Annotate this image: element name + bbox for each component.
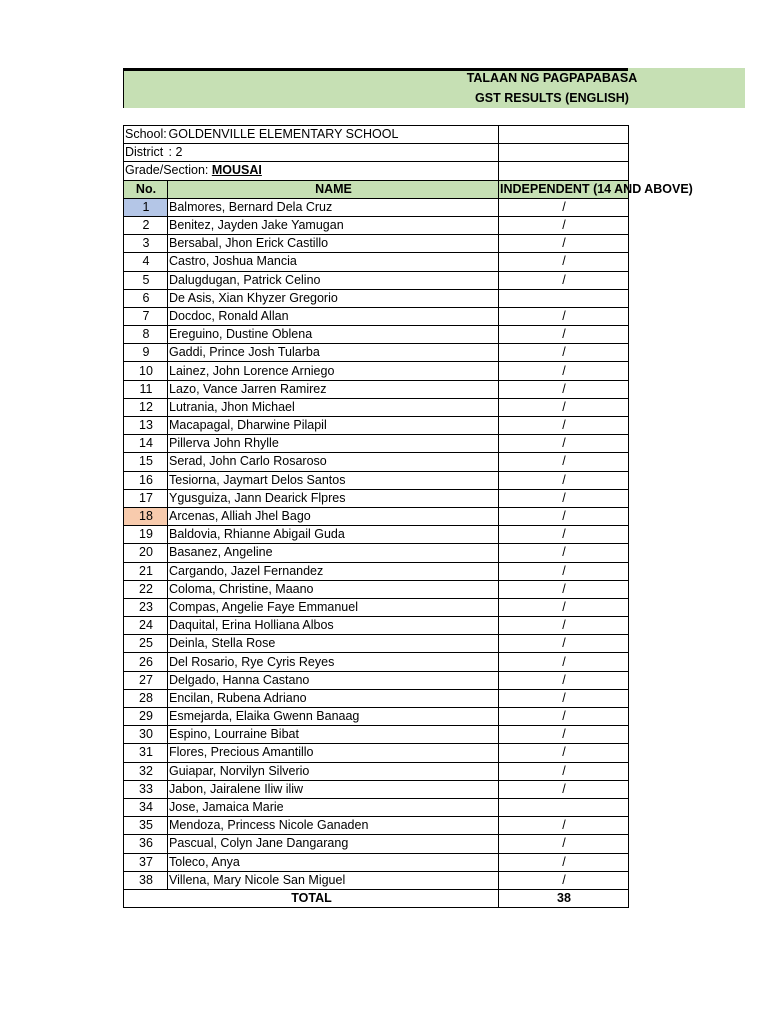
table-row — [124, 398, 629, 416]
student-name: Lutrania, Jhon Michael — [168, 398, 499, 416]
student-name: Tesiorna, Jaymart Delos Santos — [168, 471, 499, 489]
grade-extra-cell — [499, 162, 629, 180]
table-row — [124, 562, 629, 580]
independent-mark: / — [499, 398, 629, 416]
table-row — [124, 871, 629, 889]
row-number: 8 — [124, 326, 168, 344]
student-name: Villena, Mary Nicole San Miguel — [168, 871, 499, 889]
independent-mark: / — [499, 489, 629, 507]
student-name: Flores, Precious Amantillo — [168, 744, 499, 762]
table-row — [124, 671, 629, 689]
table-row — [124, 580, 629, 598]
independent-mark: / — [499, 417, 629, 435]
row-number: 34 — [124, 798, 168, 816]
table-row — [124, 453, 629, 471]
row-number: 25 — [124, 635, 168, 653]
table-row — [124, 307, 629, 325]
row-number: 32 — [124, 762, 168, 780]
row-number: 28 — [124, 689, 168, 707]
independent-mark: / — [499, 216, 629, 234]
independent-mark: / — [499, 653, 629, 671]
independent-mark: / — [499, 526, 629, 544]
row-number: 23 — [124, 598, 168, 616]
school-extra-cell — [499, 126, 629, 144]
student-name: Baldovia, Rhianne Abigail Guda — [168, 526, 499, 544]
row-number: 3 — [124, 235, 168, 253]
independent-mark: / — [499, 253, 629, 271]
total-value: 38 — [499, 889, 629, 907]
table-row — [124, 798, 629, 816]
table-row — [124, 344, 629, 362]
row-number: 21 — [124, 562, 168, 580]
row-number: 37 — [124, 853, 168, 871]
row-number: 24 — [124, 617, 168, 635]
independent-mark: / — [499, 307, 629, 325]
table-row — [124, 762, 629, 780]
student-name: Mendoza, Princess Nicole Ganaden — [168, 817, 499, 835]
table-row — [124, 853, 629, 871]
student-name: Basanez, Angeline — [168, 544, 499, 562]
row-number: 31 — [124, 744, 168, 762]
student-name: Gaddi, Prince Josh Tularba — [168, 344, 499, 362]
col-header-no: No. — [124, 180, 168, 198]
row-number: 4 — [124, 253, 168, 271]
student-name: Lazo, Vance Jarren Ramirez — [168, 380, 499, 398]
table-row — [124, 216, 629, 234]
student-name: Docdoc, Ronald Allan — [168, 307, 499, 325]
independent-mark: / — [499, 635, 629, 653]
table-row — [124, 617, 629, 635]
table-row — [124, 598, 629, 616]
table-row — [124, 780, 629, 798]
row-number: 14 — [124, 435, 168, 453]
independent-mark: / — [499, 235, 629, 253]
independent-mark: / — [499, 471, 629, 489]
student-name: Espino, Lourraine Bibat — [168, 726, 499, 744]
student-name: Deinla, Stella Rose — [168, 635, 499, 653]
district-value: : 2 — [168, 144, 499, 162]
row-number: 19 — [124, 526, 168, 544]
table-row — [124, 817, 629, 835]
grade-section-cell — [124, 162, 499, 180]
table-row — [124, 380, 629, 398]
grade-section-row — [124, 162, 629, 180]
row-number: 30 — [124, 726, 168, 744]
table-row — [124, 235, 629, 253]
student-name: Pascual, Colyn Jane Dangarang — [168, 835, 499, 853]
independent-mark: / — [499, 198, 629, 216]
student-name: Arcenas, Alliah Jhel Bago — [168, 507, 499, 525]
table-row — [124, 708, 629, 726]
table-row — [124, 253, 629, 271]
table-row — [124, 526, 629, 544]
table-row — [124, 744, 629, 762]
col-header-name: NAME — [168, 180, 499, 198]
row-number: 18 — [124, 507, 168, 525]
school-row — [124, 126, 629, 144]
student-name: Dalugdugan, Patrick Celino — [168, 271, 499, 289]
independent-mark: / — [499, 817, 629, 835]
row-number: 27 — [124, 671, 168, 689]
independent-mark: / — [499, 780, 629, 798]
student-name: Delgado, Hanna Castano — [168, 671, 499, 689]
independent-mark: / — [499, 598, 629, 616]
results-table — [123, 125, 693, 908]
grade-section-label: Grade/Section: — [125, 163, 212, 178]
independent-mark: / — [499, 562, 629, 580]
table-row — [124, 689, 629, 707]
table-row — [124, 435, 629, 453]
row-number: 22 — [124, 580, 168, 598]
independent-mark: / — [499, 362, 629, 380]
row-number: 9 — [124, 344, 168, 362]
student-name: Macapagal, Dharwine Pilapil — [168, 417, 499, 435]
row-number: 11 — [124, 380, 168, 398]
district-extra-cell — [499, 144, 629, 162]
row-number: 29 — [124, 708, 168, 726]
row-number: 38 — [124, 871, 168, 889]
student-name: Lainez, John Lorence Arniego — [168, 362, 499, 380]
independent-mark: / — [499, 453, 629, 471]
col-header-independent: INDEPENDENT (14 AND ABOVE) — [499, 180, 629, 198]
student-name: Cargando, Jazel Fernandez — [168, 562, 499, 580]
independent-mark: / — [499, 435, 629, 453]
table-row — [124, 726, 629, 744]
independent-mark: / — [499, 744, 629, 762]
independent-mark: / — [499, 580, 629, 598]
sheet-subtitle: GST RESULTS (ENGLISH) — [475, 91, 629, 105]
table-row — [124, 198, 629, 216]
row-number: 15 — [124, 453, 168, 471]
student-name: Jose, Jamaica Marie — [168, 798, 499, 816]
row-number: 12 — [124, 398, 168, 416]
district-label: District — [124, 144, 168, 162]
table-row — [124, 835, 629, 853]
independent-mark: / — [499, 835, 629, 853]
school-label: School: — [124, 126, 168, 144]
district-row — [124, 144, 629, 162]
student-name: Coloma, Christine, Maano — [168, 580, 499, 598]
student-name: Encilan, Rubena Adriano — [168, 689, 499, 707]
student-name: Compas, Angelie Faye Emmanuel — [168, 598, 499, 616]
independent-mark: / — [499, 271, 629, 289]
total-label: TOTAL — [124, 889, 499, 907]
column-header-row — [124, 180, 629, 198]
row-number: 20 — [124, 544, 168, 562]
sheet-title: TALAAN NG PAGPAPABASA — [466, 71, 638, 85]
independent-mark: / — [499, 344, 629, 362]
table-row — [124, 544, 629, 562]
student-name: Pillerva John Rhylle — [168, 435, 499, 453]
row-number: 16 — [124, 471, 168, 489]
table-row — [124, 471, 629, 489]
student-name: Daquital, Erina Holliana Albos — [168, 617, 499, 635]
student-name: Serad, John Carlo Rosaroso — [168, 453, 499, 471]
independent-mark: / — [499, 507, 629, 525]
table-row — [124, 653, 629, 671]
student-name: Esmejarda, Elaika Gwenn Banaag — [168, 708, 499, 726]
independent-mark: / — [499, 871, 629, 889]
row-number: 2 — [124, 216, 168, 234]
independent-mark: / — [499, 726, 629, 744]
student-name: Toleco, Anya — [168, 853, 499, 871]
total-row — [124, 889, 629, 907]
table-row — [124, 635, 629, 653]
independent-mark: / — [499, 689, 629, 707]
independent-mark: / — [499, 853, 629, 871]
table-row — [124, 326, 629, 344]
student-name: Jabon, Jairalene Iliw iliw — [168, 780, 499, 798]
row-number: 6 — [124, 289, 168, 307]
table-row — [124, 489, 629, 507]
grade-section-value: MOUSAI — [211, 163, 262, 178]
independent-mark: / — [499, 617, 629, 635]
school-value: GOLDENVILLE ELEMENTARY SCHOOL — [168, 126, 499, 144]
table-row — [124, 507, 629, 525]
independent-mark: / — [499, 326, 629, 344]
row-number: 33 — [124, 780, 168, 798]
student-name: Ereguino, Dustine Oblena — [168, 326, 499, 344]
row-number: 36 — [124, 835, 168, 853]
student-name: Balmores, Bernard Dela Cruz — [168, 198, 499, 216]
row-number: 35 — [124, 817, 168, 835]
row-number: 7 — [124, 307, 168, 325]
student-name: Del Rosario, Rye Cyris Reyes — [168, 653, 499, 671]
student-name: Castro, Joshua Mancia — [168, 253, 499, 271]
independent-mark: / — [499, 708, 629, 726]
table-row — [124, 417, 629, 435]
row-number: 13 — [124, 417, 168, 435]
row-number: 17 — [124, 489, 168, 507]
student-name: Guiapar, Norvilyn Silverio — [168, 762, 499, 780]
student-name: Bersabal, Jhon Erick Castillo — [168, 235, 499, 253]
student-name: De Asis, Xian Khyzer Gregorio — [168, 289, 499, 307]
table-row — [124, 362, 629, 380]
row-number: 1 — [124, 198, 168, 216]
student-name: Benitez, Jayden Jake Yamugan — [168, 216, 499, 234]
independent-mark — [499, 289, 629, 307]
independent-mark: / — [499, 762, 629, 780]
independent-mark: / — [499, 544, 629, 562]
table-row — [124, 271, 629, 289]
independent-mark: / — [499, 380, 629, 398]
independent-mark: / — [499, 671, 629, 689]
independent-mark — [499, 798, 629, 816]
student-name: Ygusguiza, Jann Dearick Flpres — [168, 489, 499, 507]
title-left-border — [123, 68, 124, 108]
table-row — [124, 289, 629, 307]
row-number: 5 — [124, 271, 168, 289]
row-number: 26 — [124, 653, 168, 671]
row-number: 10 — [124, 362, 168, 380]
